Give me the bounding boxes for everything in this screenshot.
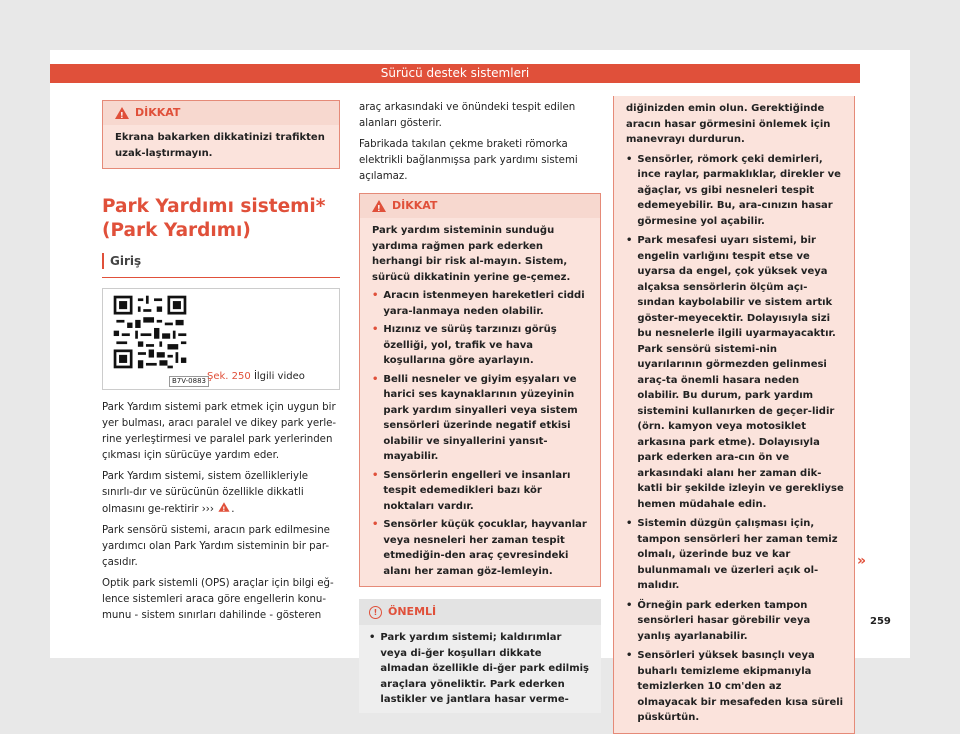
- warning-ref-icon: [219, 502, 230, 512]
- column-3: [613, 96, 855, 734]
- warning-bullet: • Belli nesneler ve giyim eşyaları ve harici ses kaynaklarının yüzeyinin park yardım sinyalleri veya sistem sensörleri üzerinde negatif etkisi olabilir ve sinyallerini yansıt-mayabilir.: [372, 373, 578, 462]
- continuation-bullet: • Örneğin park ederken tampon sensörleri hasar görebilir veya yanlış ayarlanabilir.: [626, 599, 811, 642]
- divider: [102, 277, 340, 278]
- warning-continuation: [613, 96, 855, 734]
- warning-intro: Park yardım sisteminin sunduğu yardıma rağmen park ederken herhangi bir risk al-mayın. Sistem, sürücü dikkatinin yerine ge-çemez.: [372, 225, 571, 283]
- notice-label: ÖNEMLİ: [388, 605, 437, 618]
- continuation-bullet: • Park mesafesi uyarı sistemi, bir engelin varlığını tespit etse ve uyarsa da engel, çok yüksek veya alçaksa sensörlerin ölçüm açı-sından kaybolabilir ve sistem artık göster-meyecektir. Dolayısıyla sizi bu nesnelerle ilgili uyarmayacaktır. Park sensörü sistemi-nin uyarılarının görmezden gelinmesi araç-ta önemli hasara neden olabilir. Bu durum, park yardım sistemini kullanırken de geçer-lidir (örn. kamyon veya motosiklet arkasına park etme). Dolayısıyla park ederken ara-cın ön ve arkasındaki alanı her zaman dik-katli bir şekilde izleyin ve gerekliyse hemen müdahale edin.: [626, 235, 844, 510]
- notice-box: [359, 599, 601, 713]
- continuation-bullet: • Sensörler, römork çeki demirleri, ince raylar, parmaklıklar, direkler ve ağaçlar, vs gibi nesneleri tespit edemeyebilir. Bu, ara-cınızın hasar görmesine yol açabilir.: [626, 153, 841, 227]
- page-number: 259: [870, 616, 891, 627]
- warning-label: DİKKAT: [135, 106, 181, 119]
- figure-caption-text: İlgili video: [253, 371, 305, 382]
- warning-bullet: • Hızınız ve sürüş tarzınızı görüş özelliği, yol, trafik ve hava koşullarına göre ayarlayın.: [372, 324, 557, 366]
- paragraph-2: Park Yardım sistemi, sistem özellikleriyle sınırlı-dır ve sürücünün özellikle dikkatli olmasını ge-rektirir ››› ! .: [102, 469, 340, 518]
- warning-icon: [115, 107, 129, 119]
- figure-ref: Şek. 250: [207, 371, 251, 382]
- paragraph-5: araç arkasındaki ve önündeki tespit edilen alanları gösterir.: [359, 102, 576, 129]
- paragraph-4: Optik park sistemli (OPS) araçlar için bilgi eğ-lence sistemleri araca göre engellerin konu-munu - sistem sınırları dahilinde - gösteren: [102, 578, 334, 621]
- info-icon: !: [369, 606, 382, 619]
- continuation-intro: diğinizden emin olun. Gerektiğinde aracın hasar görmesini önlemek için manevrayı durdurun.: [626, 103, 831, 145]
- warning-bullet: • Sensörlerin engelleri ve insanları tespit edemedikleri bazı kör noktaları vardır.: [372, 469, 571, 512]
- warning-bullet: • Aracın istenmeyen hareketleri ciddi yara-lanmaya neden olabilir.: [372, 290, 585, 317]
- section-header: Sürücü destek sistemleri: [50, 64, 860, 83]
- warning-text: Ekrana bakarken dikkatinizi trafikten uzak-laştırmayın.: [103, 125, 339, 168]
- figure-code: B7V-0883: [169, 376, 209, 387]
- subsection-title: Giriş: [102, 253, 340, 269]
- warning-bullet: • Sensörler küçük çocuklar, hayvanlar veya nesneleri her zaman tespit etmediğin-den araç çevresindeki alanı her zaman göz-lemleyin.: [372, 519, 587, 577]
- continuation-bullet: • Sensörleri yüksek basınçlı veya buharlı temizleme ekipmanıyla temizlerken 10 cm'den az olmayacak bir mesafeden kısa süreli püskürtün.: [626, 650, 844, 723]
- column-1: [102, 100, 340, 629]
- paragraph-3: Park sensörü sistemi, aracın park edilmesine yardımcı olan Park Yardım sisteminin bir par-çasıdır.: [102, 525, 330, 568]
- warning-icon: [372, 200, 386, 212]
- paragraph-1: Park Yardım sistemi park etmek için uygun bir yer bulması, aracı paralel ve dikey park yerle-rine yerleştirmesi ve paralel park yerlerinden çıkması için sürücüye yardım eder.: [102, 402, 337, 461]
- paragraph-6: Fabrikada takılan çekme braketi römorka elektrikli bağlanmışsa park yardımı sistemi açılamaz.: [359, 139, 578, 182]
- warning-box-2: [359, 193, 601, 587]
- warning-box: [102, 100, 340, 169]
- continuation-bullet: • Sistemin düzgün çalışması için, tampon sensörleri her zaman temiz olmalı, üzerinde buz ve kar bulunmamalı ve üzerleri açık ol-malıdır.: [626, 518, 838, 591]
- continue-marker: »: [857, 553, 867, 569]
- column-2: [359, 100, 601, 713]
- figure-250: [102, 288, 340, 390]
- qr-code-image[interactable]: [107, 293, 193, 371]
- warning-label: DİKKAT: [392, 199, 438, 212]
- warning-body: [360, 218, 600, 586]
- figure-caption: [207, 369, 305, 385]
- notice-bullet: • Park yardım sistemi; kaldırımlar veya di-ğer koşulları dikkate almadan özellikle di-ğer park edilmiş araçlara yöneliktir. Park ederken lastikler ve jantlara hasar verme-: [369, 632, 590, 705]
- section-title: Park Yardımı sistemi* (Park Yardımı): [102, 196, 326, 241]
